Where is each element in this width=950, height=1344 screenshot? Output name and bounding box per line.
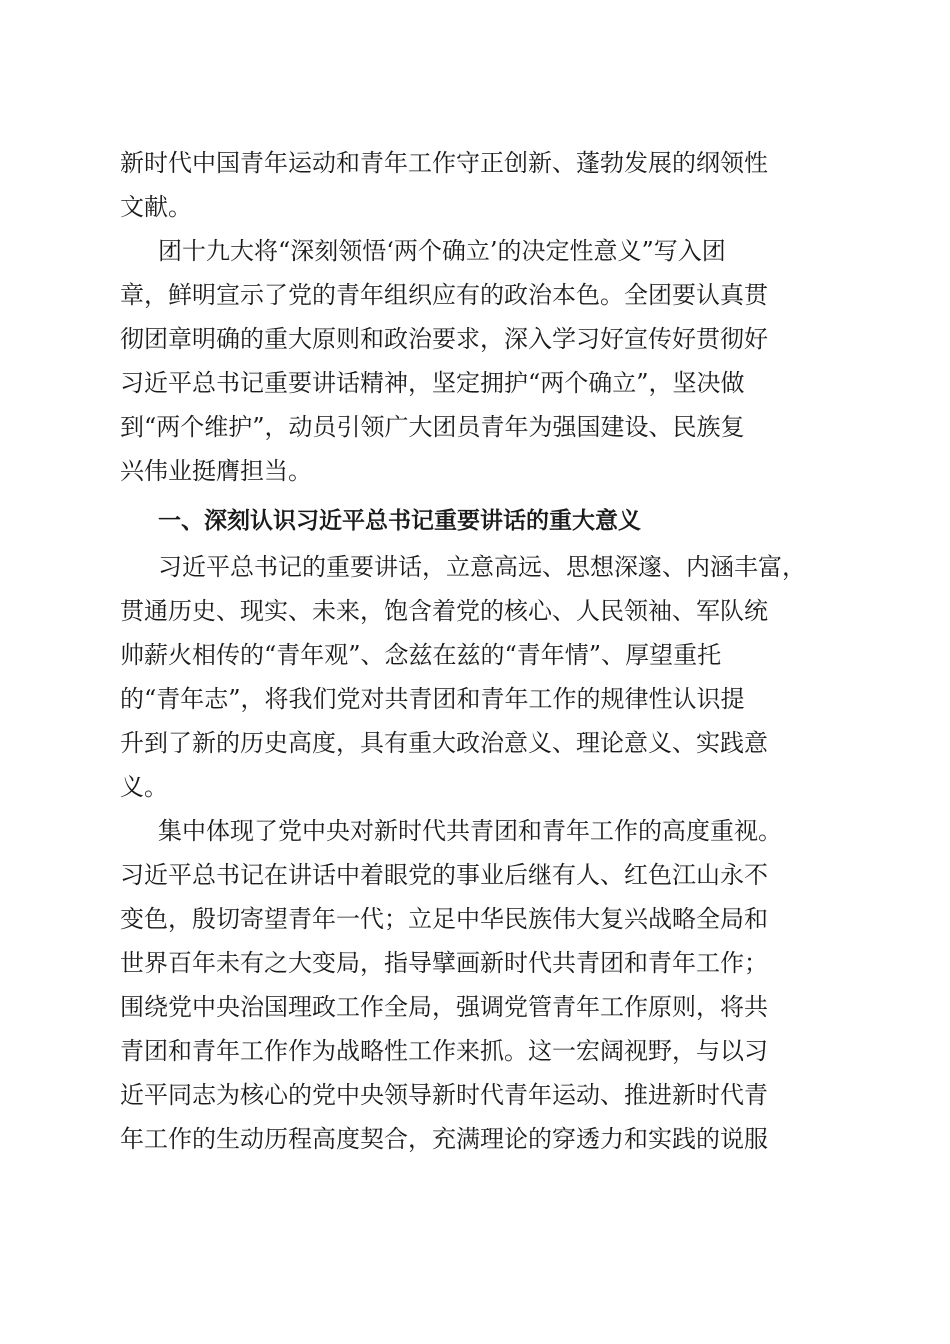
text-line-5: 彻团章明确的重大原则和政治要求，深入学习好宣传好贯彻好 bbox=[120, 325, 768, 353]
text-line-14: 升到了新的历史高度，具有重大政治意义、理论意义、实践意 bbox=[120, 729, 768, 757]
text-line-2: 文献。 bbox=[120, 193, 192, 221]
text-line-13: 的“青年志”，将我们党对共青团和青年工作的规律性认识提 bbox=[120, 685, 745, 713]
text-line-23: 年工作的生动历程高度契合，充满理论的穿透力和实践的说服 bbox=[120, 1125, 768, 1153]
text-line-21: 青团和青年工作作为战略性工作来抓。这一宏阔视野，与以习 bbox=[120, 1037, 768, 1065]
text-line-1: 新时代中国青年运动和青年工作守正创新、蓬勃发展的纲领性 bbox=[120, 149, 768, 177]
text-line-20: 围绕党中央治国理政工作全局，强调党管青年工作原则，将共 bbox=[120, 993, 768, 1021]
text-line-7: 到“两个维护”，动员引领广大团员青年为强国建设、民族复 bbox=[120, 413, 745, 441]
text-line-18: 变色，殷切寄望青年一代；立足中华民族伟大复兴战略全局和 bbox=[120, 905, 768, 933]
text-line-16: 集中体现了党中央对新时代共青团和青年工作的高度重视。 bbox=[158, 817, 782, 845]
text-line-3: 团十九大将“深刻领悟‘两个确立’的决定性意义”写入团 bbox=[158, 237, 726, 265]
text-line-6: 习近平总书记重要讲话精神，坚定拥护“两个确立”，坚决做 bbox=[120, 369, 745, 397]
text-line-11: 贯通历史、现实、未来，饱含着党的核心、人民领袖、军队统 bbox=[120, 597, 768, 625]
text-line-15: 义。 bbox=[120, 773, 168, 801]
text-line-19: 世界百年未有之大变局，指导擘画新时代共青团和青年工作； bbox=[120, 949, 768, 977]
text-line-22: 近平同志为核心的党中央领导新时代青年运动、推进新时代青 bbox=[120, 1081, 768, 1109]
text-line-10: 习近平总书记的重要讲话，立意高远、思想深邃、内涵丰富， bbox=[158, 553, 806, 581]
text-line-12: 帅薪火相传的“青年观”、念兹在兹的“青年情”、厚望重托 bbox=[120, 641, 722, 669]
text-line-8: 兴伟业挺膺担当。 bbox=[120, 457, 312, 485]
text-line-17: 习近平总书记在讲话中着眼党的事业后继有人、红色江山永不 bbox=[120, 861, 768, 889]
section-heading: 一、深刻认识习近平总书记重要讲话的重大意义 bbox=[158, 508, 641, 534]
text-line-4: 章，鲜明宣示了党的青年组织应有的政治本色。全团要认真贯 bbox=[120, 281, 768, 309]
